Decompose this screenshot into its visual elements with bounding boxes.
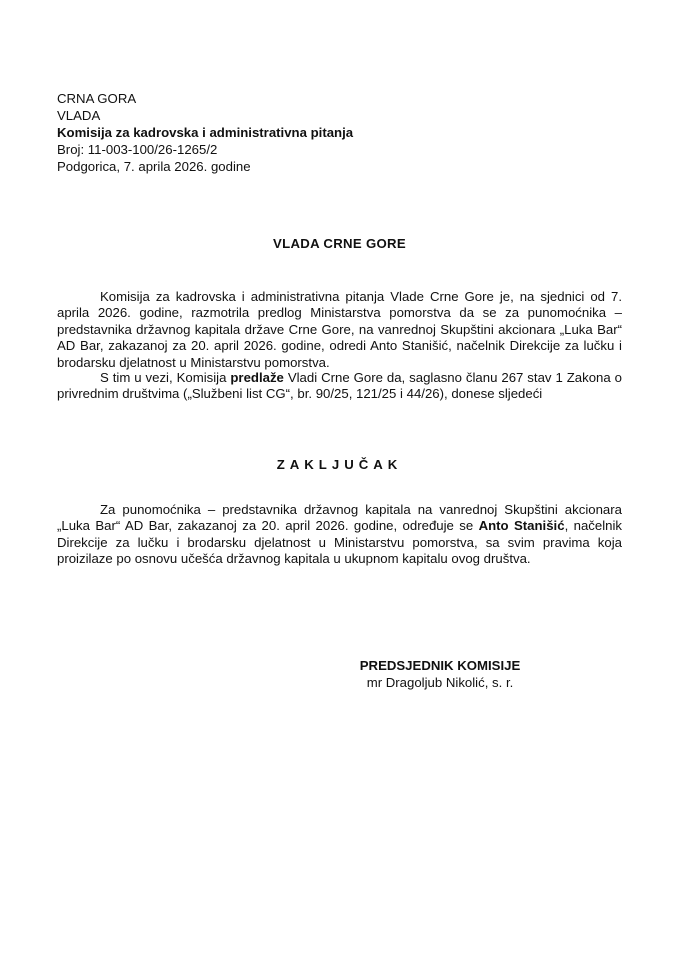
header-date: Podgorica, 7. aprila 2026. godine [57, 159, 251, 174]
header-commission: Komisija za kadrovska i administrativna pitanja [57, 125, 354, 140]
signature-block [350, 657, 530, 691]
proposal-text-after: Vladi Crne Gore da, saglasno članu 267 stav 1 Zakona o privrednim društvima („Službeni list CG“, br. 90/25, 121/25 i 44/26), donese sljedeći [57, 370, 622, 402]
signature-name: mr Dragoljub Nikolić, s. r. [366, 675, 514, 690]
paragraph-intro: Komisija za kadrovska i administrativna pitanja Vlade Crne Gore je, na sjednici od 7. aprila 2026. godine, razmotrila predlog Ministarstva pomorstva da se za punomoćnika – predstavnika državnog kapitala države Crne Gore, na vanrednoj Skupštini akcionara „Luka Bar“ AD Bar, zakazanoj za 20. april 2026. godine, odredi Anto Stanišić, načelnik Direkcije za lučku i brodarsku djelatnost u Ministarstvu pomorstva. [57, 289, 622, 370]
header-number: Broj: 11-003-100/26-1265/2 [57, 142, 218, 157]
conclusion-title: ZAKLJUČAK [276, 457, 403, 472]
addressee-title: VLADA CRNE GORE [273, 236, 406, 251]
header-government: VLADA [57, 108, 101, 123]
conclusion-text-before: Za punomoćnika – predstavnika državnog kapitala na vanrednoj Skupštini akcionara „Luka Bar“ AD Bar, zakazanoj za 20. april 2026. godine, određuje se [57, 502, 622, 534]
signature-title: PREDSJEDNIK KOMISIJE [359, 658, 521, 673]
paragraph-conclusion [57, 502, 622, 568]
proposal-text-before: S tim u vezi, Komisija [100, 370, 231, 385]
proposal-text-bold: predlaže [230, 370, 284, 385]
conclusion-text-after: , načelnik Direkcije za lučku i brodarsku djelatnost u Ministarstvu pomorstva, sa svim pravima koja proizilaze po osnovu učešća državnog kapitala u ukupnom kapitalu ovog društva. [57, 518, 622, 567]
paragraph-proposal [57, 370, 622, 403]
conclusion-text-bold: Anto Stanišić [478, 518, 565, 534]
header-country: CRNA GORA [57, 91, 137, 106]
document-header [57, 90, 353, 175]
